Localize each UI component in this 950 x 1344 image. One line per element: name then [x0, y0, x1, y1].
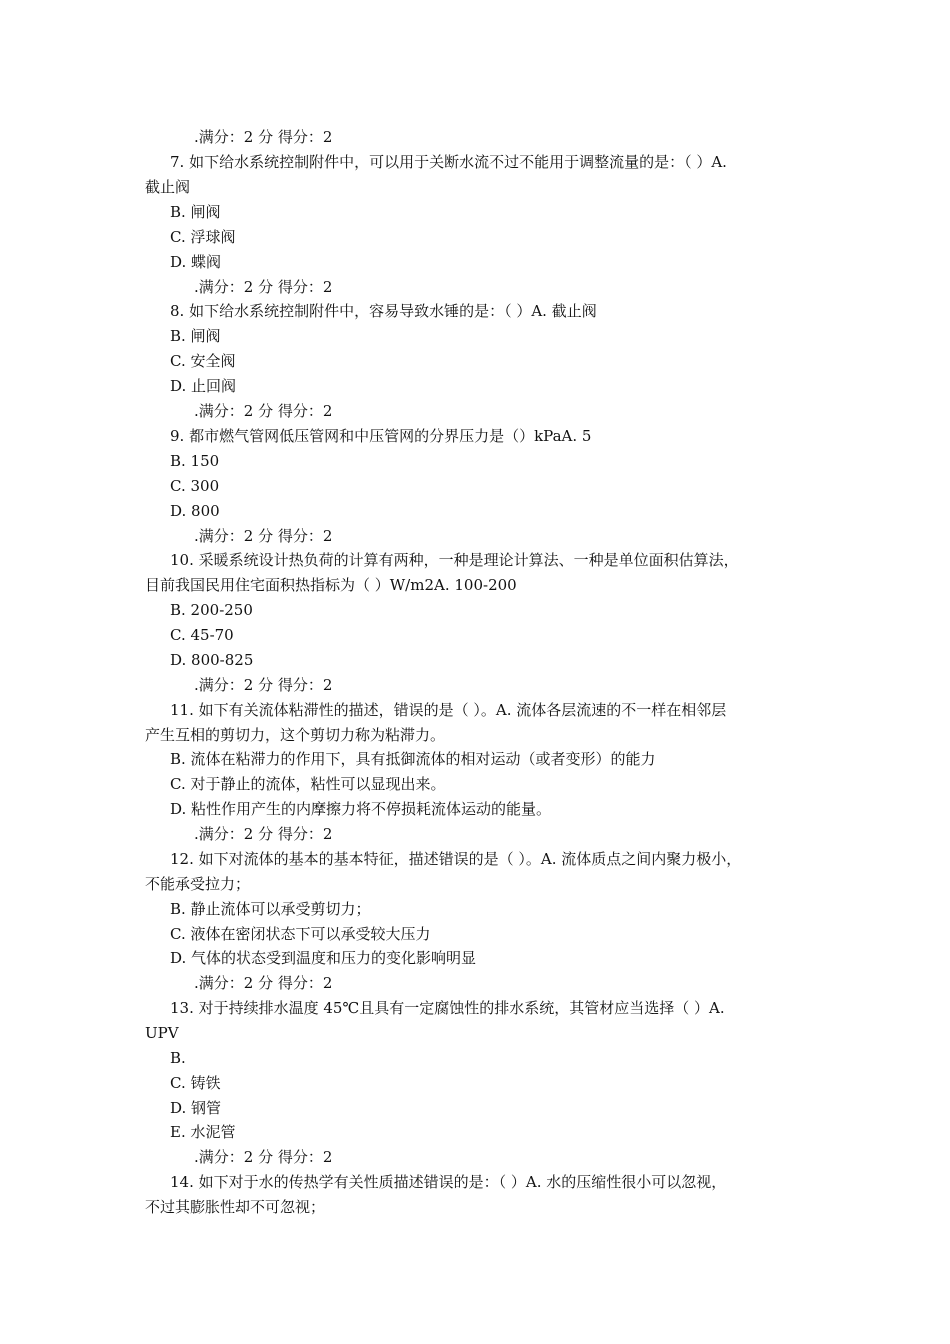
score-line: .满分：2 分 得分：2 — [194, 278, 333, 296]
question-14-stem: 14. 如下对于水的传热学有关性质描述错误的是：（ ）A. 水的压缩性很小可以忽视， — [170, 1173, 727, 1191]
question-11-option-b: B. 流体在粘滞力的作用下，具有抵御流体的相对运动（或者变形）的能力 — [170, 750, 656, 768]
score-line: .满分：2 分 得分：2 — [194, 402, 333, 420]
question-7-stem-continuation: 截止阀 — [145, 178, 191, 196]
question-10-stem: 10. 采暖系统设计热负荷的计算有两种，一种是理论计算法、一种是单位面积估算法， — [170, 551, 739, 569]
question-13-option-d: D. 钢管 — [170, 1099, 222, 1117]
score-line: .满分：2 分 得分：2 — [194, 128, 333, 146]
question-8-stem: 8. 如下给水系统控制附件中，容易导致水锤的是：（ ）A. 截止阀 — [170, 302, 597, 320]
question-12-option-b: B. 静止流体可以承受剪切力； — [170, 900, 371, 918]
question-8-option-c: C. 安全阀 — [170, 352, 236, 370]
question-13-option-b: B. — [170, 1049, 186, 1067]
score-line: .满分：2 分 得分：2 — [194, 676, 333, 694]
question-12-option-c: C. 液体在密闭状态下可以承受较大压力 — [170, 925, 431, 943]
question-7-option-b: B. 闸阀 — [170, 203, 221, 221]
question-12-option-d: D. 气体的状态受到温度和压力的变化影响明显 — [170, 949, 477, 967]
question-9-option-b: B. 150 — [170, 452, 220, 470]
question-9-option-c: C. 300 — [170, 477, 220, 495]
question-11-stem: 11. 如下有关流体粘滞性的描述，错误的是（ ）。A. 流体各层流速的不一样在相邻层 — [170, 701, 727, 719]
question-12-stem: 12. 如下对流体的基本的基本特征，描述错误的是（ ）。A. 流体质点之间内聚力极小， — [170, 850, 742, 868]
question-10-option-b: B. 200-250 — [170, 601, 253, 619]
question-8-option-d: D. 止回阀 — [170, 377, 237, 395]
question-13-stem: 13. 对于持续排水温度 45℃且具有一定腐蚀性的排水系统，其管材应当选择（ ）A. — [170, 999, 725, 1017]
question-10-option-d: D. 800-825 — [170, 651, 254, 669]
score-line: .满分：2 分 得分：2 — [194, 825, 333, 843]
question-7-stem: 7. 如下给水系统控制附件中，可以用于关断水流不过不能用于调整流量的是：（ ）A. — [170, 153, 727, 171]
question-9-stem: 9. 都市燃气管网低压管网和中压管网的分界压力是（）kPaA. 5 — [170, 427, 592, 445]
question-9-option-d: D. 800 — [170, 502, 220, 520]
question-11-stem-continuation: 产生互相的剪切力，这个剪切力称为粘滞力。 — [145, 726, 446, 744]
score-line: .满分：2 分 得分：2 — [194, 974, 333, 992]
question-13-option-c: C. 铸铁 — [170, 1074, 221, 1092]
question-7-option-c: C. 浮球阀 — [170, 228, 236, 246]
question-7-option-d: D. 蝶阀 — [170, 253, 222, 271]
score-line: .满分：2 分 得分：2 — [194, 1148, 333, 1166]
question-13-option-e: E. 水泥管 — [170, 1123, 236, 1141]
question-10-stem-continuation: 目前我国民用住宅面积热指标为（ ）W/m2A. 100-200 — [145, 576, 517, 594]
question-13-stem-continuation: UPV — [145, 1024, 179, 1042]
question-12-stem-continuation: 不能承受拉力； — [145, 875, 251, 893]
question-11-option-c: C. 对于静止的流体，粘性可以显现出来。 — [170, 775, 446, 793]
question-8-option-b: B. 闸阀 — [170, 327, 221, 345]
question-10-option-c: C. 45-70 — [170, 626, 234, 644]
score-line: .满分：2 分 得分：2 — [194, 527, 333, 545]
question-11-option-d: D. 粘性作用产生的内摩擦力将不停损耗流体运动的能量。 — [170, 800, 552, 818]
question-14-stem-continuation: 不过其膨胀性却不可忽视； — [145, 1198, 326, 1216]
